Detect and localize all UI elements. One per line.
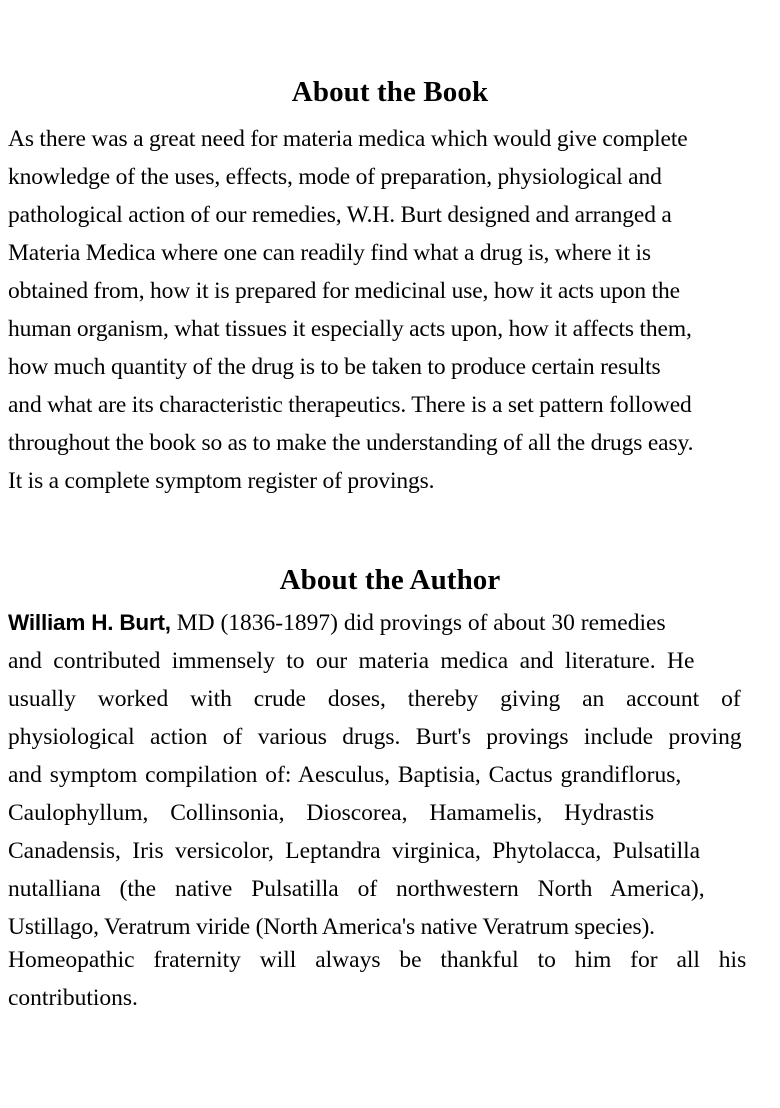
book-paragraph-line: throughout the book so as to make the understanding of all the drugs easy. [8,430,694,456]
author-intro-line [8,608,773,638]
author-credentials-and-text [171,610,666,636]
author-paragraph-line: and symptom compilation of: Aesculus, Baptisia, Cactus grandiflorus, [8,762,682,788]
author-intro-rest: did provings of about 30 remedies [343,610,666,636]
book-paragraph-line: pathological action of our remedies, W.H. Burt designed and arranged a [8,202,672,228]
author-credentials: MD (1836-1897) [176,610,338,636]
book-paragraph-line: how much quantity of the drug is to be taken to produce certain results [8,354,661,380]
about-the-author-heading: About the Author [279,564,501,596]
book-paragraph-line: and what are its characteristic therapeutics. There is a set pattern followed [8,392,692,418]
book-paragraph-line: Materia Medica where one can readily find what a drug is, where it is [8,240,651,266]
author-paragraph-line: and contributed immensely to our materia medica and literature. He [8,648,695,674]
author-paragraph-line: physiological action of various drugs. Burt's provings include proving [8,724,742,750]
author-paragraph-line: Canadensis, Iris versicolor, Leptandra virginica, Phytolacca, Pulsatilla [8,838,701,864]
book-paragraph-line: human organism, what tissues it especially acts upon, how it affects them, [8,316,692,342]
author-paragraph-line: usually worked with crude doses, thereby giving an account of [8,686,741,712]
author-name: William H. Burt, [8,610,171,635]
book-paragraph-line: knowledge of the uses, effects, mode of preparation, physiological and [8,164,662,190]
closing-paragraph-line: contributions. [8,985,138,1011]
about-the-book-heading: About the Book [291,76,489,108]
author-paragraph-line: nutalliana (the native Pulsatilla of northwestern North America), [8,876,705,902]
closing-paragraph-line: Homeopathic fraternity will always be thankful to him for all his [8,947,747,973]
book-paragraph-line: It is a complete symptom register of provings. [8,468,435,494]
book-paragraph-line: obtained from, how it is prepared for medicinal use, how it acts upon the [8,278,680,304]
author-paragraph-line: Ustillago, Veratrum viride (North America's native Veratrum species). [8,914,655,940]
author-paragraph-line: Caulophyllum, Collinsonia, Dioscorea, Hamamelis, Hydrastis [8,800,655,826]
book-paragraph-line: As there was a great need for materia medica which would give complete [8,126,688,152]
